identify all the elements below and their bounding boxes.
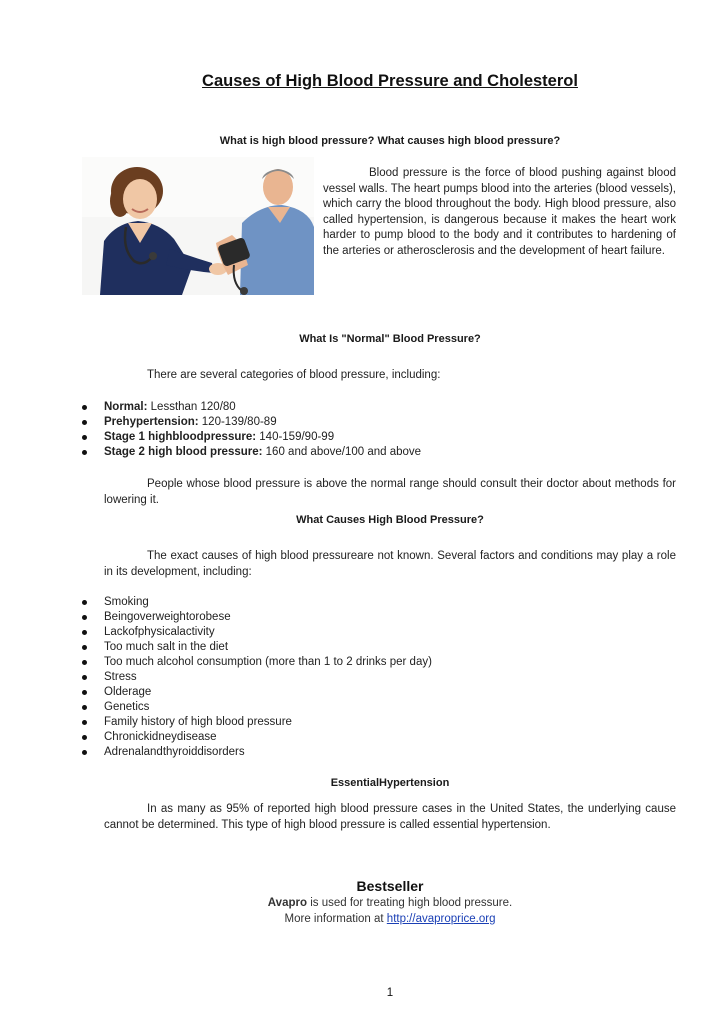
more-info-text: More information at bbox=[284, 913, 387, 925]
list-item: Genetics bbox=[80, 700, 432, 715]
more-info-line bbox=[0, 913, 728, 925]
product-description: is used for treating high blood pressure. bbox=[307, 897, 513, 909]
bullet-icon bbox=[82, 705, 87, 710]
bestseller-heading: Bestseller bbox=[356, 878, 424, 894]
consult-text: People whose blood pressure is above the normal range should consult their doctor about methods for lowering it. bbox=[104, 478, 676, 506]
causes-list bbox=[80, 595, 432, 760]
list-item: Adrenalandthyroiddisorders bbox=[80, 745, 432, 760]
bullet-icon bbox=[82, 660, 87, 665]
section-heading-what-is: What is high blood pressure? What causes high blood pressure? bbox=[219, 135, 561, 147]
categories-intro-paragraph bbox=[104, 367, 676, 383]
causes-intro-text: The exact causes of high blood pressureare not known. Several factors and conditions may play a role in its development, including: bbox=[104, 550, 676, 578]
essential-text: In as many as 95% of reported high blood pressure cases in the United States, the underlying cause cannot be determined. This type of high blood pressure is called essential hypertension. bbox=[104, 803, 676, 831]
page-title: Causes of High Blood Pressure and Cholesterol bbox=[202, 72, 578, 90]
bullet-icon bbox=[82, 600, 87, 605]
section-heading-causes: What Causes High Blood Pressure? bbox=[296, 514, 484, 526]
intro-text: Blood pressure is the force of blood pushing against blood vessel walls. The heart pumps blood into the arteries (blood vessels), which carry the blood throughout the body. High blood pressure, also called hypertension, is dangerous because it makes the heart work harder to pump blood to the body and it contributes to hardening of the arteries or atherosclerosis and the development of heart failure. bbox=[323, 167, 676, 257]
bullet-icon bbox=[82, 435, 87, 440]
bullet-icon bbox=[82, 450, 87, 455]
causes-intro-paragraph bbox=[104, 548, 676, 580]
bullet-icon bbox=[82, 405, 87, 410]
list-item bbox=[80, 445, 421, 460]
bullet-icon bbox=[82, 675, 87, 680]
list-item: Too much alcohol consumption (more than 1 to 2 drinks per day) bbox=[80, 655, 432, 670]
category-value: Lessthan 120/80 bbox=[147, 401, 236, 413]
more-info-link[interactable]: http://avaproprice.org bbox=[386, 913, 496, 925]
blood-pressure-photo bbox=[82, 157, 314, 295]
list-item: Smoking bbox=[80, 595, 432, 610]
category-value: 120-139/80-89 bbox=[198, 416, 277, 428]
list-item: Too much salt in the diet bbox=[80, 640, 432, 655]
bullet-icon bbox=[82, 420, 87, 425]
bullet-icon bbox=[82, 750, 87, 755]
list-item bbox=[80, 415, 421, 430]
category-label: Stage 2 high blood pressure: bbox=[104, 446, 263, 458]
list-item: Beingoverweightorobese bbox=[80, 610, 432, 625]
list-item: Lackofphysicalactivity bbox=[80, 625, 432, 640]
essential-paragraph bbox=[104, 801, 676, 833]
intro-paragraph bbox=[323, 166, 676, 259]
category-value: 160 and above/100 and above bbox=[262, 446, 422, 458]
category-label: Prehypertension: bbox=[104, 416, 199, 428]
list-item bbox=[80, 430, 421, 445]
blood-pressure-categories-list bbox=[80, 400, 421, 460]
list-item: Chronickidneydisease bbox=[80, 730, 432, 745]
list-item bbox=[80, 400, 421, 415]
category-label: Normal: bbox=[104, 401, 148, 413]
page-number: 1 bbox=[386, 987, 394, 999]
bullet-icon bbox=[82, 645, 87, 650]
bullet-icon bbox=[82, 630, 87, 635]
category-value: 140-159/90-99 bbox=[256, 431, 335, 443]
category-label: Stage 1 highbloodpressure: bbox=[104, 431, 257, 443]
bullet-icon bbox=[82, 690, 87, 695]
list-item: Olderage bbox=[80, 685, 432, 700]
bullet-icon bbox=[82, 720, 87, 725]
consult-paragraph bbox=[104, 476, 676, 508]
bestseller-product-line bbox=[0, 897, 728, 909]
bullet-icon bbox=[82, 615, 87, 620]
categories-intro-text: There are several categories of blood pressure, including: bbox=[147, 369, 441, 381]
section-heading-normal: What Is "Normal" Blood Pressure? bbox=[299, 333, 481, 345]
section-heading-essential: EssentialHypertension bbox=[330, 777, 450, 789]
bullet-icon bbox=[82, 735, 87, 740]
list-item: Stress bbox=[80, 670, 432, 685]
product-name: Avapro bbox=[267, 897, 307, 909]
list-item: Family history of high blood pressure bbox=[80, 715, 432, 730]
